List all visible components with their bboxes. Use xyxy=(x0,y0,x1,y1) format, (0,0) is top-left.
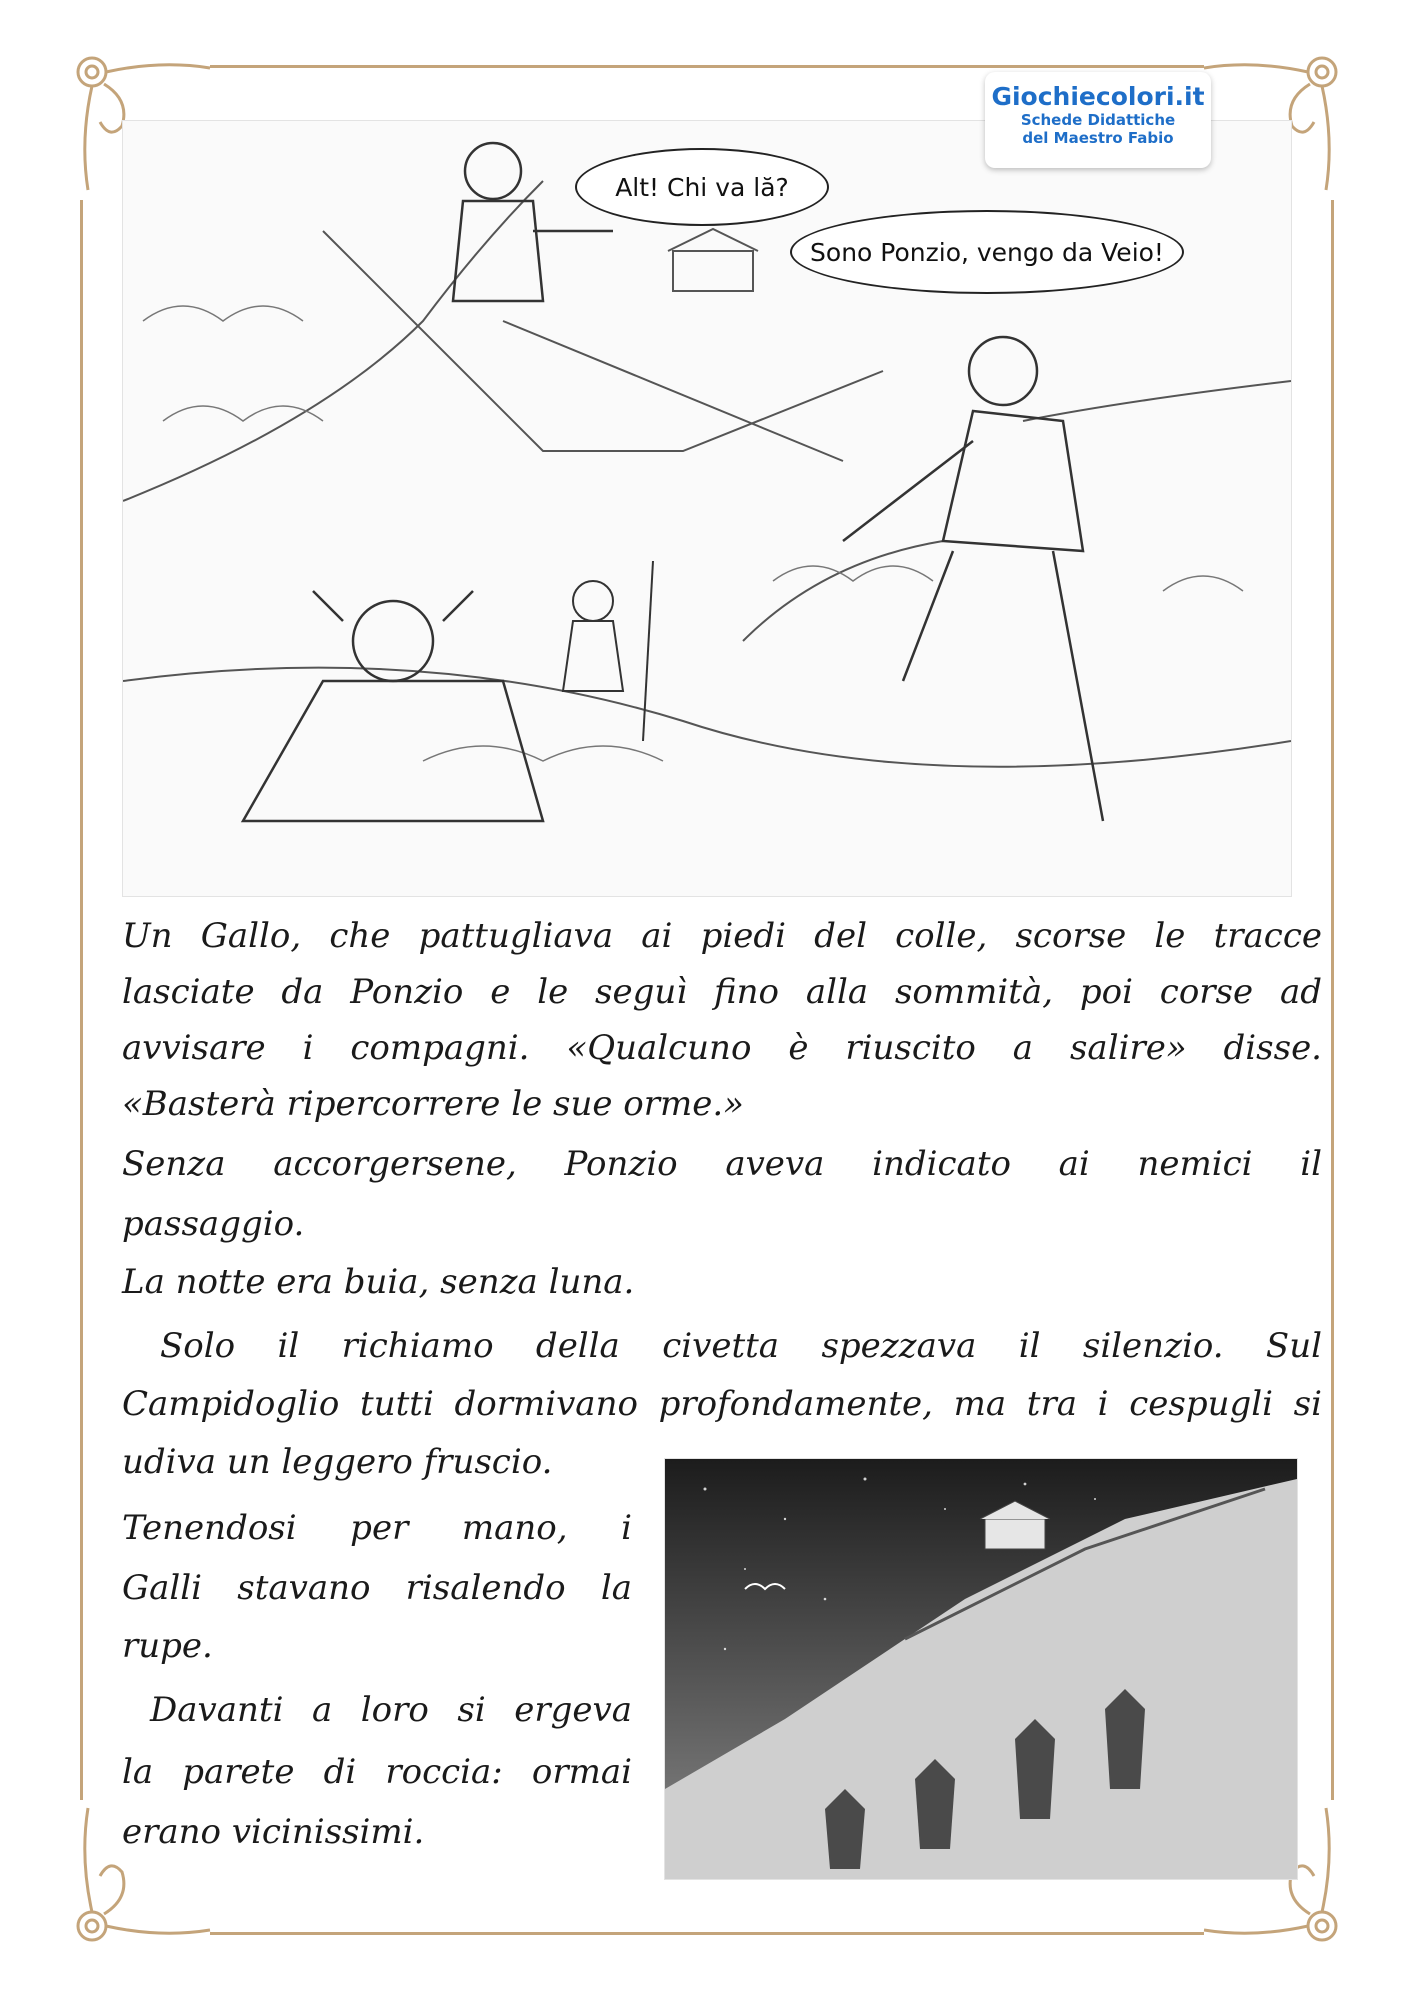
story-p6-line1: Davanti a loro si ergeva xyxy=(150,1690,632,1730)
story-p4-line3: udiva un leggero fruscio. xyxy=(122,1442,553,1482)
story-p5-line3: rupe. xyxy=(122,1626,213,1666)
night-climb-drawing xyxy=(665,1459,1297,1879)
night-illustration xyxy=(664,1458,1298,1880)
story-p5-line1: Tenendosi per mano, i xyxy=(122,1508,632,1548)
logo-subtitle-2: del Maestro Fabio xyxy=(1022,129,1174,147)
story-p2-line2: passaggio. xyxy=(122,1204,305,1244)
frame-left-line xyxy=(80,200,83,1800)
frame-bottom-line xyxy=(210,1932,1204,1935)
logo-subtitle-1: Schede Didattiche xyxy=(1020,111,1176,129)
story-p1-line4: «Basterà ripercorrere le sue orme.» xyxy=(122,1084,744,1124)
soldier-figure xyxy=(563,561,653,741)
story-p3: La notte era buia, senza luna. xyxy=(122,1262,635,1302)
story-p1-line2: lasciate da Ponzio e le seguì fino alla sommità, poi corse ad xyxy=(122,972,1322,1012)
guard-figure xyxy=(453,143,613,301)
frame-right-line xyxy=(1331,200,1334,1800)
site-logo xyxy=(985,72,1211,168)
story-p1-line3: avvisare i compagni. «Qualcuno è riuscito a salire» disse. xyxy=(122,1028,1322,1068)
story-p6-line3: erano vicinissimi. xyxy=(122,1812,425,1852)
story-p2-line1: Senza accorgersene, Ponzio aveva indicato ai nemici il xyxy=(122,1144,1322,1184)
speech-bubble-guard: Alt! Chi va lă? xyxy=(575,148,829,226)
story-p4-line2: Campidoglio tutti dormivano profondamente, ma tra i cespugli si xyxy=(122,1384,1322,1424)
frame-top-line xyxy=(210,65,1204,68)
speech-bubble-boy: Sono Ponzio, vengo da Veio! xyxy=(790,210,1184,294)
story-p6-line2: la parete di roccia: ormai xyxy=(122,1752,632,1792)
logo-title-text: Giochiecolori.it xyxy=(991,82,1205,111)
story-p5-line2: Galli stavano risalendo la xyxy=(122,1568,632,1608)
logo-title xyxy=(985,82,1211,111)
story-p1-line1: Un Gallo, che pattugliava ai piedi del colle, scorse le tracce xyxy=(122,916,1322,956)
boy-figure xyxy=(843,337,1103,821)
story-p4-line1: Solo il richiamo della civetta spezzava il silenzio. Sul xyxy=(160,1326,1322,1366)
warrior-figure xyxy=(243,591,543,821)
